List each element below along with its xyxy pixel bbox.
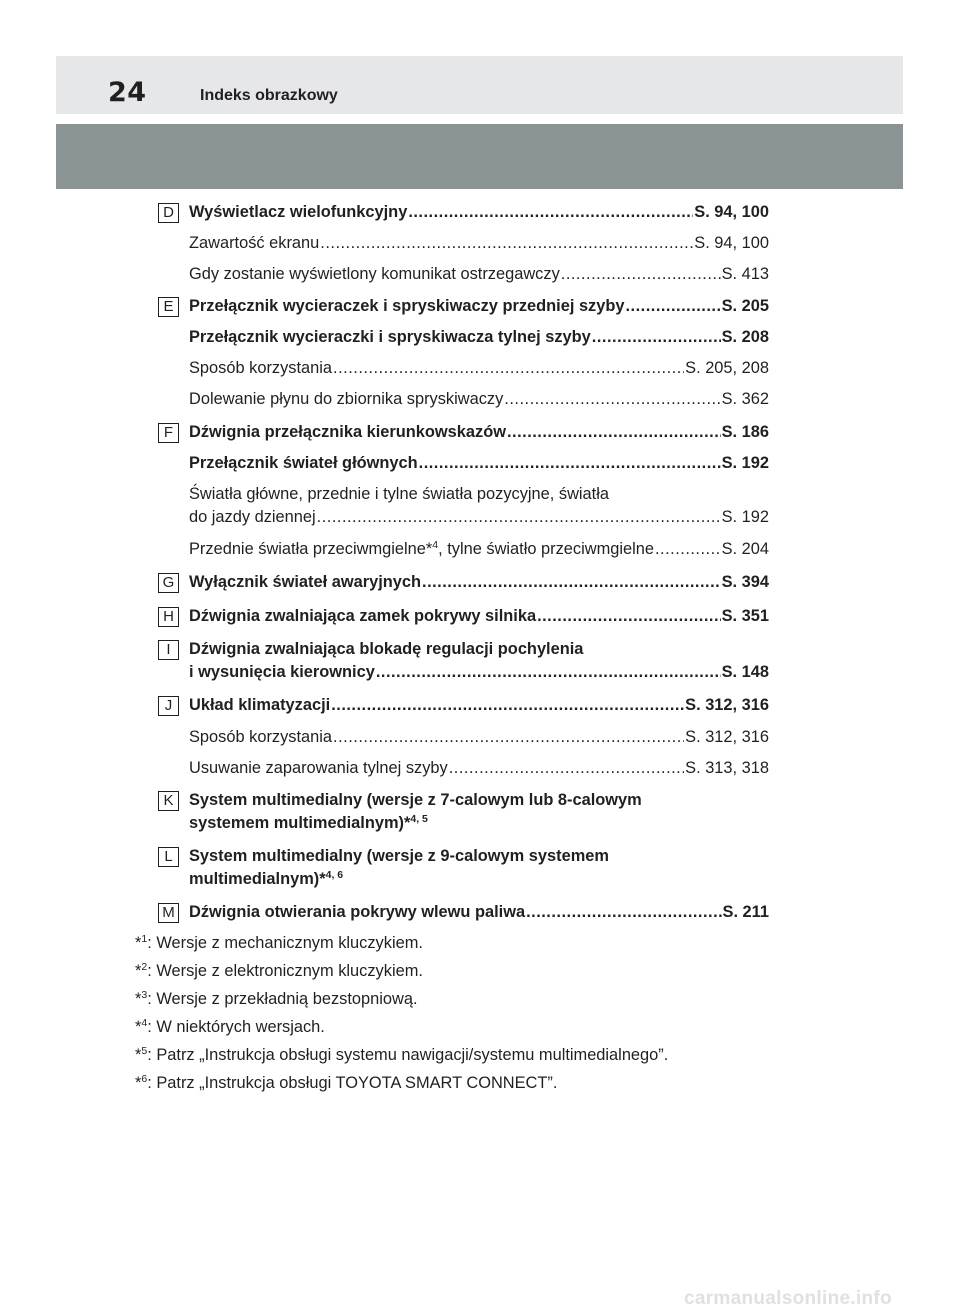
watermark-logo — [680, 1285, 950, 1311]
leader-dots — [376, 661, 721, 684]
entry-headlight-switch — [189, 452, 769, 475]
footnote-ref: 4, 5 — [410, 813, 428, 825]
entry-screen-content — [189, 232, 769, 255]
entry-ac-usage — [189, 726, 769, 749]
footnote-mark: 6 — [141, 1073, 148, 1085]
leader-dots — [526, 901, 721, 924]
entry-line: Światła główne, przednie i tylne światła pozycyjne, światła — [189, 485, 609, 503]
svg-text:carmanualsonline.info: carmanualsonline.info — [684, 1288, 892, 1309]
page-ref-link[interactable]: S. 351 — [721, 607, 769, 625]
leader-dots — [561, 263, 721, 286]
entry-label: Zawartość ekranu — [189, 234, 320, 252]
entry-fuel-door-lever — [189, 901, 769, 924]
page-ref-link[interactable]: S. 313, 318 — [685, 759, 769, 777]
leader-dots — [507, 421, 721, 444]
footnote-text: : Patrz „Instrukcja obsługi TOYOTA SMART CONNECT”. — [147, 1074, 558, 1092]
footnote-text: : Wersje z przekładnią bezstopniową. — [147, 990, 418, 1008]
entry-line: System multimedialny (wersje z 7-calowym lub 8-calowym — [189, 791, 642, 809]
leader-dots — [449, 757, 684, 780]
entry-label: Przełącznik świateł głównych — [189, 454, 418, 472]
entry-label: Wyłącznik świateł awaryjnych — [189, 573, 422, 591]
page-ref-link[interactable]: S. 362 — [721, 390, 769, 408]
leader-dots — [422, 571, 721, 594]
footnote: *$^1$: Wersje z mechanicznym kluczykiem. — [135, 933, 423, 952]
footnote-mark: 3 — [141, 989, 148, 1001]
footnote-text: : Wersje z mechanicznym kluczykiem. — [147, 934, 423, 952]
entry-label — [189, 538, 654, 561]
page-ref-link[interactable]: S. 205, 208 — [685, 359, 769, 377]
entry-line — [189, 812, 769, 835]
entry-label: Dźwignia otwierania pokrywy wlewu paliwa — [189, 903, 526, 921]
entry-hood-release — [189, 605, 769, 628]
footnote-mark: 2 — [141, 961, 148, 973]
badge-f: F — [158, 423, 179, 443]
page-ref-link[interactable]: S. 208 — [721, 328, 769, 346]
leader-dots — [626, 295, 721, 318]
illustration-band — [56, 124, 903, 189]
leader-dots — [504, 388, 720, 411]
entry-label: Usuwanie zaparowania tylnej szyby — [189, 759, 448, 777]
entry-fog-lights — [189, 538, 769, 561]
entry-label: Sposób korzystania — [189, 728, 333, 746]
footnote: *$^3$: Wersje z przekładnią bezstopniową. — [135, 989, 418, 1008]
entry-label: Układ klimatyzacji — [189, 696, 331, 714]
entry-washer-fluid — [189, 388, 769, 411]
entry-rear-defogger — [189, 757, 769, 780]
footnote: *$^6$: Patrz „Instrukcja obsługi TOYOTA SMART CONNECT”. — [135, 1073, 558, 1092]
footnote-ref: 4, 6 — [325, 869, 344, 881]
footnote-text: : Wersje z elektronicznym kluczykiem. — [147, 962, 423, 980]
footnote-mark: 5 — [141, 1045, 148, 1057]
footnote-text: : W niektórych wersjach. — [147, 1018, 325, 1036]
entry-label-part: Przednie światła przeciwmgielne* — [189, 540, 433, 558]
badge-e: E — [158, 297, 179, 317]
badge-k: K — [158, 791, 179, 811]
leader-dots — [408, 201, 693, 224]
leader-dots — [592, 326, 721, 349]
entry-label: Wyświetlacz wielofunkcyjny — [189, 203, 408, 221]
entry-multimedia-9 — [189, 845, 769, 891]
footnote-mark: 4 — [141, 1017, 148, 1029]
leader-dots — [333, 357, 684, 380]
entry-multi-info-display — [189, 201, 769, 224]
page-ref-link[interactable]: S. 394 — [721, 573, 769, 591]
page-number: 24 — [108, 77, 147, 108]
entry-label: do jazdy dziennej — [189, 508, 316, 526]
leader-dots — [320, 232, 693, 255]
entry-headlights-drl — [189, 483, 769, 529]
entry-label-part: multimedialnym)* — [189, 870, 326, 888]
entry-label-part: , tylne światło przeciwmgielne — [438, 540, 654, 558]
footnote: *$^2$: Wersje z elektronicznym kluczykiem. — [135, 961, 423, 980]
entry-label: Przełącznik wycieraczek i spryskiwaczy przedniej szyby — [189, 297, 625, 315]
entry-hazard-switch — [189, 571, 769, 594]
footnote: *$^5$: Patrz „Instrukcja obsługi systemu nawigacji/systemu multimedialnego”. — [135, 1045, 669, 1064]
header-bar — [56, 56, 903, 114]
page-ref-link[interactable]: S. 211 — [722, 903, 769, 921]
entry-warning-message — [189, 263, 769, 286]
leader-dots — [655, 538, 721, 561]
entry-label-part: systemem multimedialnym)* — [189, 814, 411, 832]
footnote-ref: 4 — [432, 539, 439, 551]
page-ref-link[interactable]: S. 192 — [721, 508, 769, 526]
page-ref-link[interactable]: S. 94, 100 — [694, 234, 769, 252]
badge-d: D — [158, 203, 179, 223]
badge-g: G — [158, 573, 179, 593]
entry-steering-adjust — [189, 638, 769, 684]
page-ref-link[interactable]: S. 204 — [721, 540, 769, 558]
leader-dots — [331, 694, 684, 717]
badge-i: I — [158, 640, 179, 660]
page-ref-link[interactable]: S. 205 — [721, 297, 769, 315]
footnote-mark: 1 — [141, 933, 148, 945]
entry-turn-signal-lever — [189, 421, 769, 444]
page-ref-link[interactable]: S. 186 — [721, 423, 769, 441]
entry-air-conditioning — [189, 694, 769, 717]
entry-label: i wysunięcia kierownicy — [189, 663, 375, 681]
entry-label: Przełącznik wycieraczki i spryskiwacza tylnej szyby — [189, 328, 591, 346]
entry-usage — [189, 357, 769, 380]
leader-dots — [333, 726, 684, 749]
footnote: *$^4$: W niektórych wersjach. — [135, 1017, 325, 1036]
leader-dots — [317, 506, 721, 529]
entry-front-wiper-switch — [189, 295, 769, 318]
entry-line — [189, 868, 769, 891]
footnote-text: : Patrz „Instrukcja obsługi systemu nawigacji/systemu multimedialnego”. — [147, 1046, 669, 1064]
badge-h: H — [158, 607, 179, 627]
entry-line: Dźwignia zwalniająca blokadę regulacji pochylenia — [189, 640, 584, 658]
entry-rear-wiper-switch — [189, 326, 769, 349]
leader-dots — [537, 605, 721, 628]
entry-label: Dźwignia przełącznika kierunkowskazów — [189, 423, 506, 441]
entry-label: Sposób korzystania — [189, 359, 333, 377]
badge-l: L — [158, 847, 179, 867]
page-ref-link[interactable]: S. 312, 316 — [685, 728, 769, 746]
entry-label: Dźwignia zwalniająca zamek pokrywy silnika — [189, 607, 537, 625]
page-ref-link[interactable]: S. 413 — [721, 265, 769, 283]
entry-label: Dolewanie płynu do zbiornika spryskiwaczy — [189, 390, 504, 408]
entry-multimedia-7-8 — [189, 789, 769, 835]
entry-line: System multimedialny (wersje z 9-calowym systemem — [189, 847, 609, 865]
badge-m: M — [158, 903, 179, 923]
page-ref-link[interactable]: S. 94, 100 — [694, 203, 769, 221]
badge-j: J — [158, 696, 179, 716]
page-ref-link[interactable]: S. 312, 316 — [685, 696, 769, 714]
entry-label: Gdy zostanie wyświetlony komunikat ostrzegawczy — [189, 265, 560, 283]
page-ref-link[interactable]: S. 192 — [721, 454, 769, 472]
page-ref-link[interactable]: S. 148 — [721, 663, 769, 681]
section-title: Indeks obrazkowy — [200, 87, 338, 104]
leader-dots — [419, 452, 721, 475]
